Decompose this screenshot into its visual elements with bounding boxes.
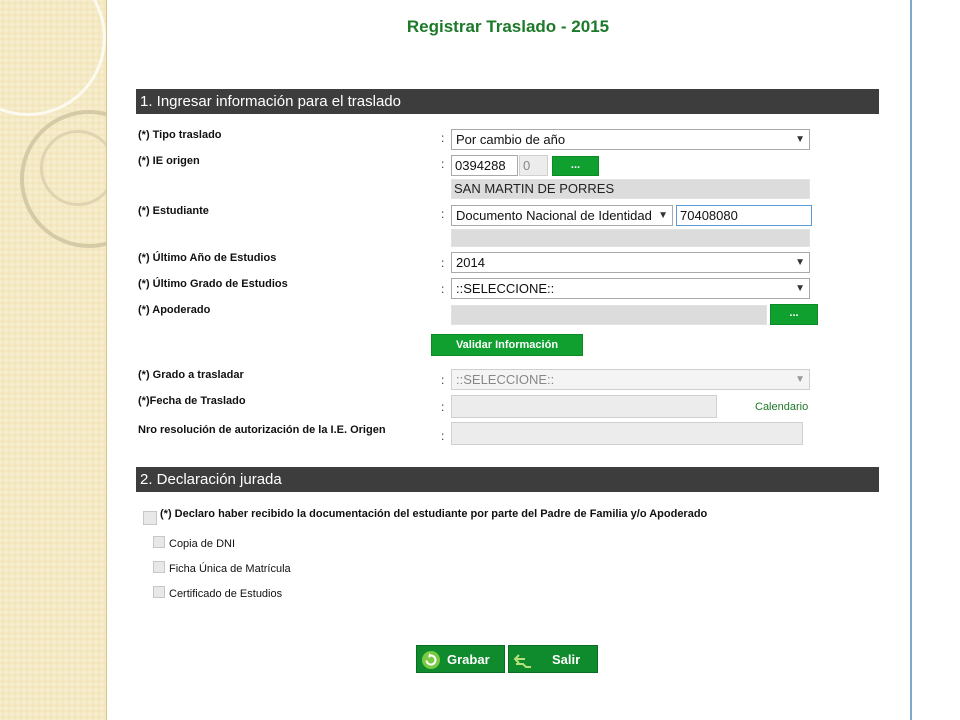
document-type-value: Documento Nacional de Identidad [456, 208, 652, 223]
colon: : [441, 373, 445, 387]
apoderado-display [451, 305, 767, 325]
exit-button-label: Salir [552, 652, 581, 667]
ficha-matricula-label: Ficha Única de Matrícula [169, 563, 291, 575]
calendar-link[interactable]: Calendario [755, 401, 809, 413]
exit-button[interactable] [508, 645, 598, 673]
section-2-header: 2. Declaración jurada [136, 467, 879, 492]
fecha-traslado-input [451, 395, 717, 418]
window-border [910, 0, 912, 720]
apoderado-search-button[interactable]: ... [770, 304, 818, 325]
ultimo-grado-select[interactable] [451, 278, 810, 299]
chevron-down-icon: ▼ [795, 283, 805, 294]
estudiante-label: (*) Estudiante [138, 205, 209, 217]
certificado-estudios-label: Certificado de Estudios [169, 588, 283, 600]
ultimo-grado-label: (*) Último Grado de Estudios [138, 278, 288, 290]
exit-icon [513, 650, 533, 670]
chevron-down-icon: ▼ [795, 374, 805, 385]
ficha-matricula-checkbox[interactable] [153, 561, 165, 573]
section-1-header: 1. Ingresar información para el traslado [136, 89, 879, 114]
student-name-display [451, 229, 810, 247]
declaration-checkbox[interactable] [143, 511, 157, 525]
ultimo-grado-value: ::SELECCIONE:: [456, 281, 555, 296]
save-button[interactable] [416, 645, 505, 673]
grado-trasladar-value: ::SELECCIONE:: [456, 372, 555, 387]
ultimo-anio-select[interactable] [451, 252, 810, 273]
decorative-ring [0, 0, 106, 116]
tipo-traslado-label: (*) Tipo traslado [138, 129, 222, 141]
ie-origen-label: (*) IE origen [138, 155, 200, 167]
nro-resolucion-label: Nro resolución de autorización de la I.E. Origen [138, 424, 386, 436]
colon: : [441, 429, 445, 443]
document-number-input[interactable]: 70408080 [676, 205, 812, 226]
ultimo-anio-value: 2014 [456, 255, 485, 270]
chevron-down-icon: ▼ [658, 210, 668, 221]
ultimo-anio-label: (*) Último Año de Estudios [138, 252, 277, 264]
ie-origen-annex-input: 0 [519, 155, 548, 176]
apoderado-label: (*) Apoderado [138, 304, 211, 316]
nro-resolucion-input [451, 422, 803, 445]
validate-info-button[interactable]: Validar Información [431, 334, 583, 356]
grado-trasladar-select [451, 369, 810, 390]
chevron-down-icon: ▼ [795, 134, 805, 145]
tipo-traslado-value: Por cambio de año [456, 132, 566, 147]
fecha-traslado-label: (*)Fecha de Traslado [138, 395, 246, 407]
ie-origen-code-input[interactable]: 0394288 [451, 155, 518, 176]
refresh-icon [421, 650, 441, 670]
ie-origen-name: SAN MARTIN DE PORRES [451, 179, 810, 199]
colon: : [441, 131, 445, 145]
certificado-estudios-checkbox[interactable] [153, 586, 165, 598]
colon: : [441, 282, 445, 296]
declaration-label: (*) Declaro haber recibido la documentación del estudiante por parte del Padre de Familia y/o Apoderado [160, 508, 708, 520]
tipo-traslado-select[interactable] [451, 129, 810, 150]
colon: : [441, 207, 445, 221]
page-title: Registrar Traslado - 2015 [406, 17, 610, 36]
document-type-select[interactable] [451, 205, 673, 226]
colon: : [441, 256, 445, 270]
copia-dni-checkbox[interactable] [153, 536, 165, 548]
save-button-label: Grabar [447, 652, 490, 667]
grado-trasladar-label: (*) Grado a trasladar [138, 369, 244, 381]
decorative-ring [40, 130, 107, 206]
colon: : [441, 400, 445, 414]
decorative-side-panel [0, 0, 107, 720]
chevron-down-icon: ▼ [795, 257, 805, 268]
ie-origen-search-button[interactable]: ... [552, 156, 599, 176]
copia-dni-label: Copia de DNI [169, 538, 236, 550]
colon: : [441, 157, 445, 171]
